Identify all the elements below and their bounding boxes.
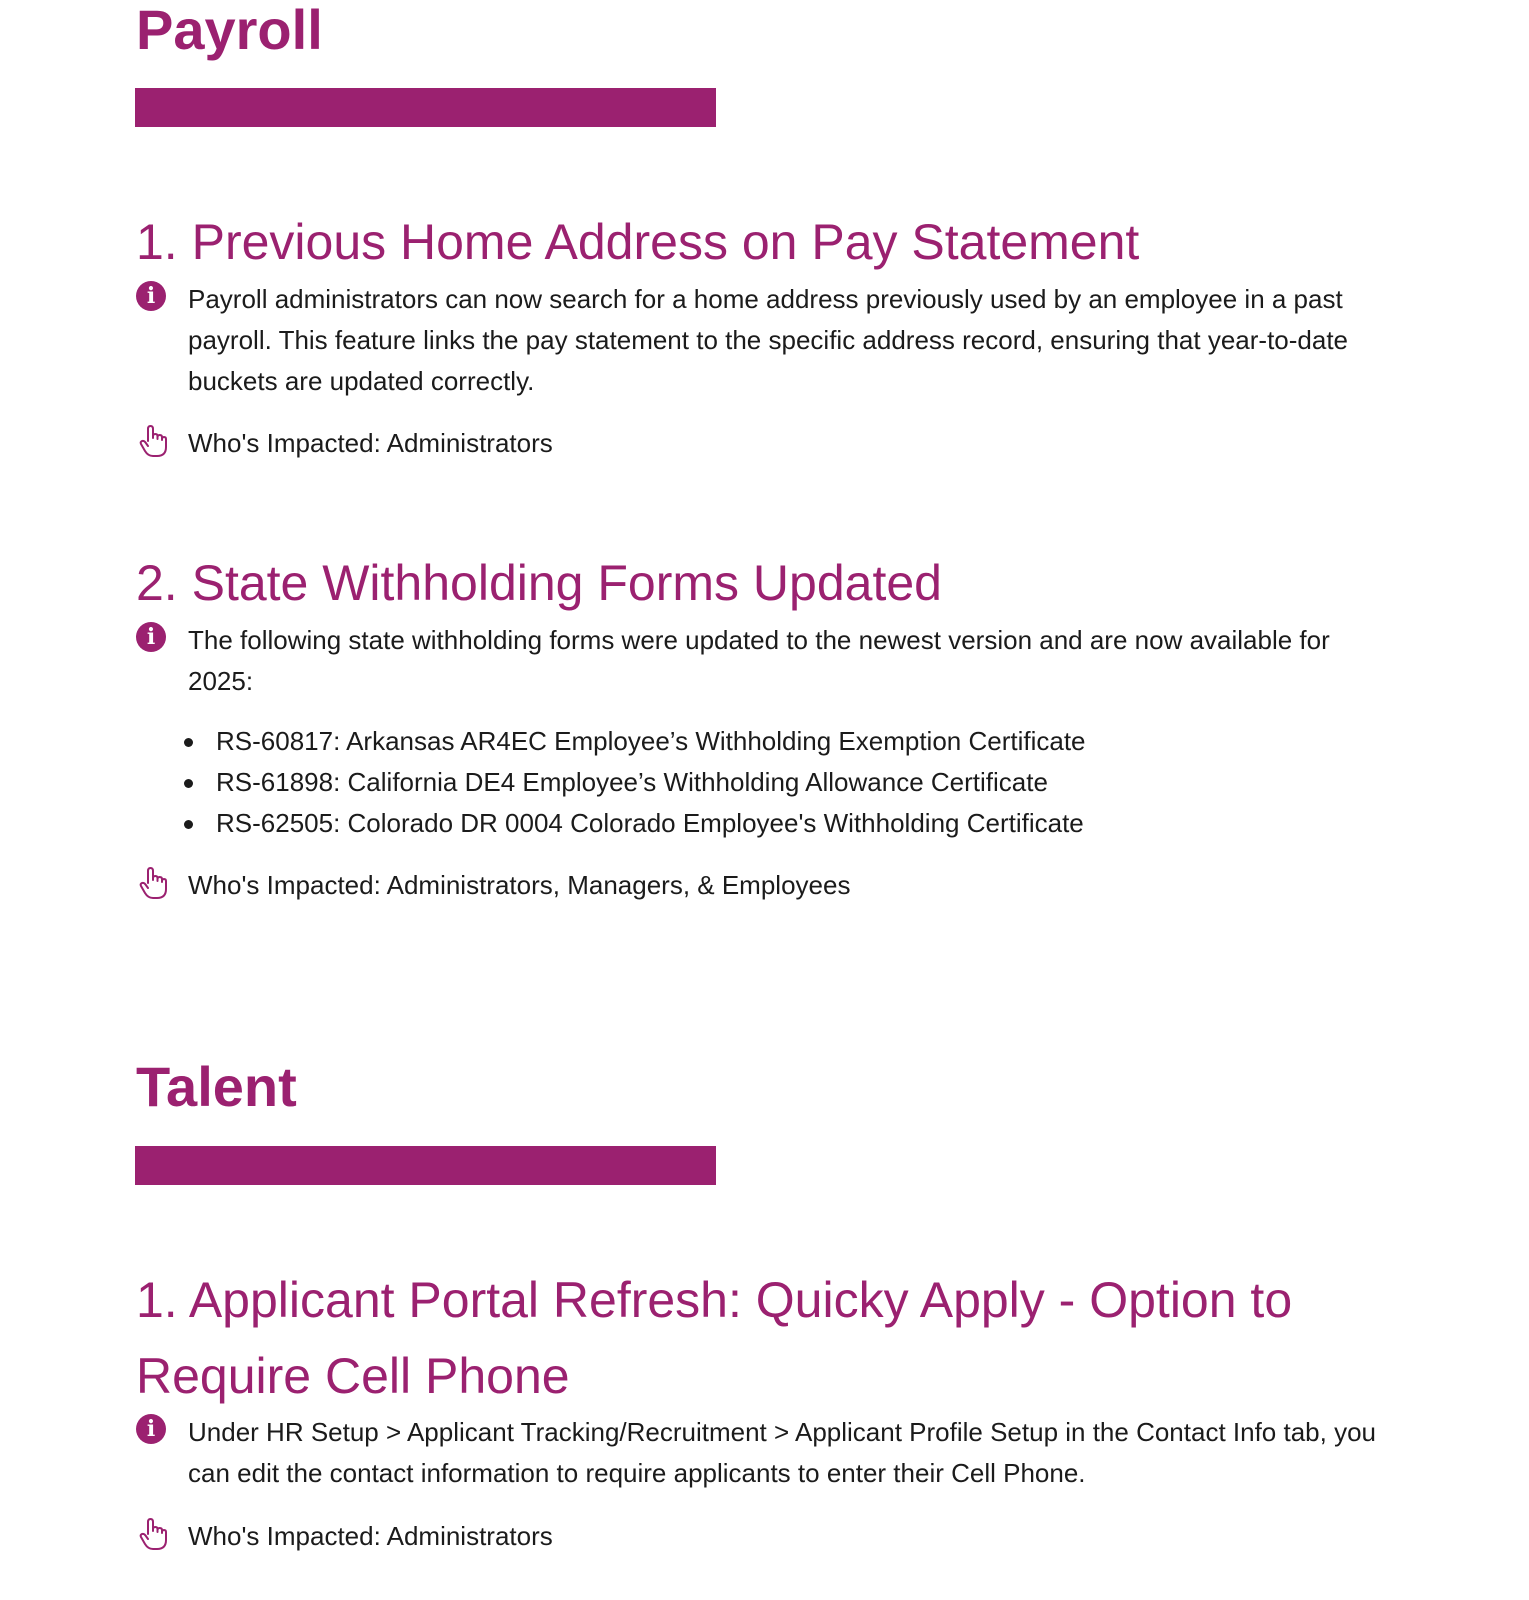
impact-text: Who's Impacted: Administrators xyxy=(188,428,553,458)
list-item xyxy=(184,762,1086,803)
item-title: 2. State Withholding Forms Updated xyxy=(136,555,942,611)
item-description-row xyxy=(136,620,1396,702)
list-item xyxy=(184,721,1086,762)
pointing-hand-icon xyxy=(136,1516,170,1550)
list-item xyxy=(184,803,1086,844)
impact-text: Who's Impacted: Administrators xyxy=(188,1521,553,1551)
item-title: 1. Previous Home Address on Pay Statement xyxy=(136,214,1140,270)
list-item-text: RS-61898: California DE4 Employee’s Withholding Allowance Certificate xyxy=(216,767,1048,797)
item-description-row xyxy=(136,1412,1396,1494)
bullet-icon xyxy=(184,820,193,829)
impact-row xyxy=(136,423,1396,464)
item-description: The following state withholding forms were updated to the newest version and are now available for 2025: xyxy=(188,625,1330,696)
item-title: 1. Applicant Portal Refresh: Quicky Apply - Option to Require Cell Phone xyxy=(136,1272,1293,1404)
impact-row xyxy=(136,1516,1396,1557)
section-divider-bar xyxy=(135,1146,716,1185)
section-divider-bar xyxy=(135,88,716,127)
item-description-row xyxy=(136,279,1396,402)
forms-list xyxy=(184,721,1086,844)
impact-row xyxy=(136,865,1396,906)
item-description: Under HR Setup > Applicant Tracking/Recruitment > Applicant Profile Setup in the Contact Info tab, you can edit the contact information to require applicants to enter their Cell Phone. xyxy=(188,1417,1377,1488)
section-title-talent: Talent xyxy=(136,1055,297,1118)
info-icon: i xyxy=(136,279,170,313)
section-title-payroll: Payroll xyxy=(136,0,323,61)
pointing-hand-icon xyxy=(136,423,170,457)
info-icon: i xyxy=(136,1412,170,1446)
info-icon: i xyxy=(136,620,170,654)
item-description: Payroll administrators can now search for a home address previously used by an employee in a past payroll. This feature links the pay statement to the specific address record, ensuring that year-to-date buckets are updated correctly. xyxy=(188,284,1349,396)
bullet-icon xyxy=(184,779,193,788)
list-item-text: RS-62505: Colorado DR 0004 Colorado Employee's Withholding Certificate xyxy=(216,808,1084,838)
bullet-icon xyxy=(184,738,193,747)
list-item-text: RS-60817: Arkansas AR4EC Employee’s Withholding Exemption Certificate xyxy=(216,726,1086,756)
pointing-hand-icon xyxy=(136,865,170,899)
impact-text: Who's Impacted: Administrators, Managers, & Employees xyxy=(188,870,851,900)
